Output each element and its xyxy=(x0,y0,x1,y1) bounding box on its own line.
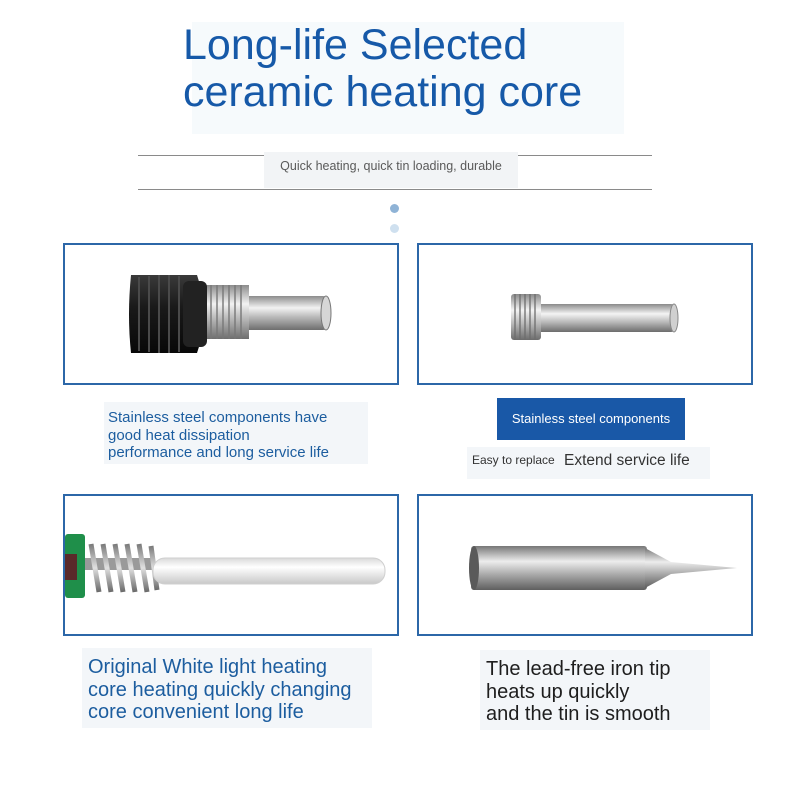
caption-stainless-heat-dissipation xyxy=(108,409,329,462)
page-title-line-1: Long-life Selected xyxy=(183,21,528,69)
caption-line: Stainless steel components have xyxy=(108,409,328,426)
caption-line: heats up quickly xyxy=(486,680,630,703)
caption-lead-free-iron-tip xyxy=(486,658,671,726)
caption-white-light-heating-core xyxy=(88,656,352,724)
caption-line: performance and long service life xyxy=(108,444,329,461)
stainless-steel-sleeve-icon xyxy=(419,245,753,385)
divider-bottom xyxy=(138,189,652,190)
tag-easy-to-replace: Easy to replace xyxy=(472,453,555,467)
tag-extend-service-life: Extend service life xyxy=(564,452,690,469)
caption-line: core heating quickly changing xyxy=(88,678,352,701)
image-panel-steel-sleeve xyxy=(417,243,753,385)
image-panel-iron-tip xyxy=(417,494,753,636)
decorative-dot-1 xyxy=(390,204,399,213)
ceramic-heating-core-icon xyxy=(65,496,399,636)
stainless-steel-badge: Stainless steel components xyxy=(497,398,685,440)
caption-line: The lead-free iron tip xyxy=(486,658,671,680)
caption-line: Original White light heating xyxy=(88,656,328,678)
image-panel-ceramic-core xyxy=(63,494,399,636)
caption-line: core convenient long life xyxy=(88,701,304,723)
caption-line: good heat dissipation xyxy=(108,426,250,444)
subtitle: Quick heating, quick tin loading, durable xyxy=(280,159,502,173)
page-title xyxy=(183,22,653,116)
image-panel-handle-sleeve xyxy=(63,243,399,385)
decorative-dot-2 xyxy=(390,224,399,233)
caption-line: and the tin is smooth xyxy=(486,703,671,725)
soldering-handle-threaded-sleeve-icon xyxy=(65,245,399,385)
page-title-line-2: ceramic heating core xyxy=(183,68,583,116)
iron-tip-icon xyxy=(419,496,753,636)
